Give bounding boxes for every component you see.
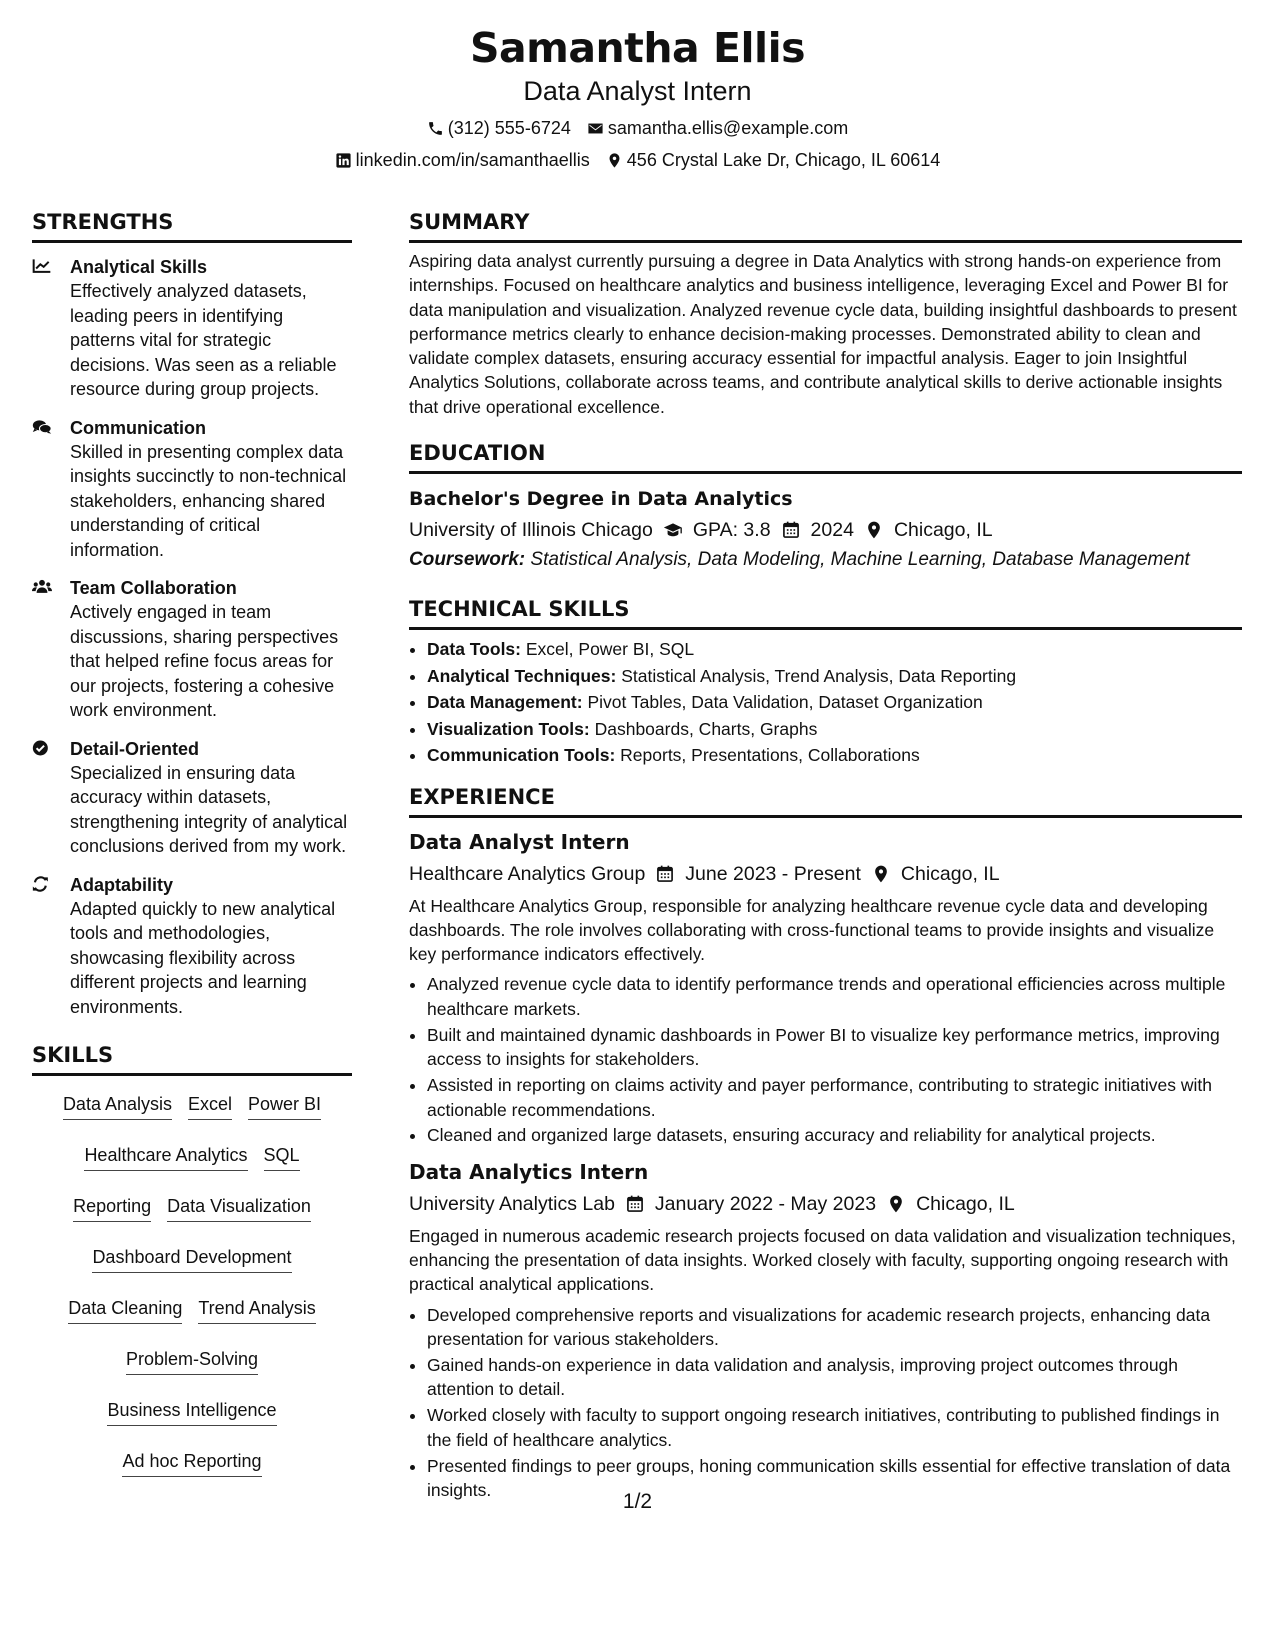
strength-item: Adaptability Adapted quickly to new analytical tools and methodologies, showcasing flexibility across different projects and learning environments.: [32, 873, 352, 1020]
skill-tag: Dashboard Development: [92, 1239, 291, 1273]
calendar-icon: [655, 864, 675, 884]
job-location: Chicago, IL: [916, 1192, 1015, 1215]
summary-text: Aspiring data analyst currently pursuing a degree in Data Analytics with strong hands-on experience from internships. Focused on healthcare analytics and business intelligence, leveraging Excel and Power BI for data manipulation and visualization. Analyzed revenue cycle data, building insightful dashboards to present performance metrics clearly to enhance decision-making processes. Demonstrated ability to clean and validate complex datasets, ensuring accuracy essential for impactful analysis. Eager to join Insightful Analytics Solutions, collaborate across teams, and contribute analytical skills to derive actionable insights that drive operational excellence.: [409, 251, 1237, 417]
calendar-icon: [781, 520, 801, 540]
skill-tag: Healthcare Analytics: [84, 1137, 247, 1171]
list-item: • Presented findings to peer groups, honing communication skills essential for effective translation of data insights.: [427, 1454, 1242, 1503]
skill-tag: Power BI: [248, 1086, 321, 1120]
list-item: • Gained hands-on experience in data validation and analysis, improving project outcomes through attention to detail.: [427, 1353, 1242, 1402]
job-dates: January 2022 - May 2023: [654, 1192, 877, 1215]
map-marker-icon: [871, 864, 891, 884]
envelope-icon: [587, 120, 604, 137]
strengths-list: [32, 255, 352, 1019]
candidate-name: Samantha Ellis: [469, 24, 806, 72]
strength-item: Team Collaboration Actively engaged in team discussions, sharing perspectives that helped refine focus areas for our projects, fostering a cohesive work environment.: [32, 576, 352, 723]
education-heading: EDUCATION: [409, 439, 1242, 474]
right-column: [409, 208, 1242, 1504]
contact-phone: (312) 555-6724: [427, 116, 571, 140]
technical-skills-list: [409, 636, 1242, 769]
resume-header: [0, 22, 1275, 172]
map-marker-icon: [606, 152, 623, 169]
list-item: • Analytical Techniques: Statistical Analysis, Trend Analysis, Data Reporting: [427, 663, 1242, 690]
contact-row-2: [0, 148, 1275, 172]
skill-tag: Data Analysis: [63, 1086, 172, 1120]
chart-line-icon: [32, 257, 52, 275]
list-item: • Analyzed revenue cycle data to identify performance trends and operational efficiencies across multiple healthcare markets.: [427, 972, 1242, 1021]
job-entry: [409, 828, 1242, 1148]
technical-skills-heading: TECHNICAL SKILLS: [409, 595, 1242, 630]
list-item: • Communication Tools: Reports, Presentations, Collaborations: [427, 742, 1242, 769]
users-icon: [32, 578, 52, 596]
linkedin-icon: [335, 152, 352, 169]
strength-item: Detail-Oriented Specialized in ensuring data accuracy within datasets, strengthening integrity of analytical conclusions derived from my work.: [32, 737, 352, 859]
skill-tag: SQL: [264, 1137, 300, 1171]
map-marker-icon: [864, 520, 884, 540]
left-column: [32, 208, 352, 1494]
skill-tag: Problem-Solving: [126, 1341, 258, 1375]
education-degree: Bachelor's Degree in Data Analytics: [409, 488, 793, 511]
candidate-title: Data Analyst Intern: [523, 76, 752, 106]
job-title: Data Analyst Intern: [409, 829, 630, 854]
job-meta: [409, 860, 1242, 888]
list-item: • Visualization Tools: Dashboards, Charts, Graphs: [427, 716, 1242, 743]
job-description: Engaged in numerous academic research projects focused on data validation and visualization techniques, enhancing the presentation of data insights. Worked closely with faculty, supporting ongoing research with practical analytical applications.: [409, 1225, 1236, 1295]
skill-tag: Data Visualization: [167, 1188, 311, 1222]
skill-tag: Data Cleaning: [68, 1290, 182, 1324]
job-company: University Analytics Lab: [409, 1192, 615, 1215]
list-item: • Data Management: Pivot Tables, Data Validation, Dataset Organization: [427, 689, 1242, 716]
contact-linkedin[interactable]: linkedin.com/in/samanthaellis: [335, 148, 590, 172]
list-item: • Developed comprehensive reports and visualizations for academic research projects, enhancing data presentation for various stakeholders.: [427, 1303, 1242, 1352]
comments-icon: [32, 418, 52, 436]
job-dates: June 2023 - Present: [685, 862, 861, 885]
page-number: 1/2: [622, 1490, 653, 1513]
list-item: • Assisted in reporting on claims activity and payer performance, contributing to strategic initiatives with actionable recommendations.: [427, 1073, 1242, 1122]
strength-item: Communication Skilled in presenting complex data insights succinctly to non-technical stakeholders, enhancing shared understanding of critical information.: [32, 416, 352, 563]
skill-tag: Business Intelligence: [107, 1392, 276, 1426]
phone-icon: [427, 120, 444, 137]
job-entry: [409, 1158, 1242, 1503]
job-description: At Healthcare Analytics Group, responsible for analyzing healthcare revenue cycle data and developing dashboards. The role involves collaborating with cross-functional teams to provide insights and visualize key performance indicators effectively.: [409, 895, 1215, 965]
education-school: University of Illinois Chicago: [409, 519, 653, 542]
graduation-cap-icon: [663, 520, 683, 540]
sync-icon: [32, 875, 52, 893]
contact-row-1: [0, 116, 1275, 140]
list-item: • Worked closely with faculty to support ongoing research initiatives, contributing to published findings in the field of healthcare analytics.: [427, 1403, 1242, 1452]
strength-item: Analytical Skills Effectively analyzed datasets, leading peers in identifying patterns vital for strategic decisions. Was seen as a reliable resource during group projects.: [32, 255, 352, 402]
job-title: Data Analytics Intern: [409, 1159, 649, 1184]
skills-tags: [32, 1086, 352, 1494]
skills-heading: SKILLS: [32, 1041, 352, 1076]
list-item: • Built and maintained dynamic dashboards in Power BI to visualize key performance metrics, improving access to insights for stakeholders.: [427, 1023, 1242, 1072]
education-location: Chicago, IL: [893, 519, 993, 542]
summary-heading: SUMMARY: [409, 208, 1242, 243]
education-coursework: Coursework: Statistical Analysis, Data Modeling, Machine Learning, Database Management: [409, 549, 1190, 571]
skill-tag: Excel: [188, 1086, 232, 1120]
skill-tag: Trend Analysis: [198, 1290, 315, 1324]
check-circle-icon: [32, 739, 52, 757]
contact-address: 456 Crystal Lake Dr, Chicago, IL 60614: [606, 148, 941, 172]
list-item: • Data Tools: Excel, Power BI, SQL: [427, 636, 1242, 663]
contact-email[interactable]: samantha.ellis@example.com: [587, 116, 848, 140]
job-bullets: [409, 1303, 1242, 1503]
job-location: Chicago, IL: [900, 862, 1000, 885]
education-details: [409, 516, 1242, 544]
experience-heading: EXPERIENCE: [409, 783, 1242, 818]
skill-tag: Reporting: [73, 1188, 151, 1222]
job-meta: [409, 1190, 1242, 1218]
strengths-heading: STRENGTHS: [32, 208, 352, 243]
skill-tag: Ad hoc Reporting: [122, 1443, 261, 1477]
list-item: • Cleaned and organized large datasets, ensuring accuracy and reliability for analytical projects.: [427, 1123, 1242, 1147]
education-year: 2024: [810, 519, 854, 542]
job-company: Healthcare Analytics Group: [409, 862, 646, 885]
calendar-icon: [625, 1194, 645, 1214]
job-bullets: [409, 972, 1242, 1147]
map-marker-icon: [886, 1194, 906, 1214]
education-gpa: GPA: 3.8: [692, 519, 771, 542]
